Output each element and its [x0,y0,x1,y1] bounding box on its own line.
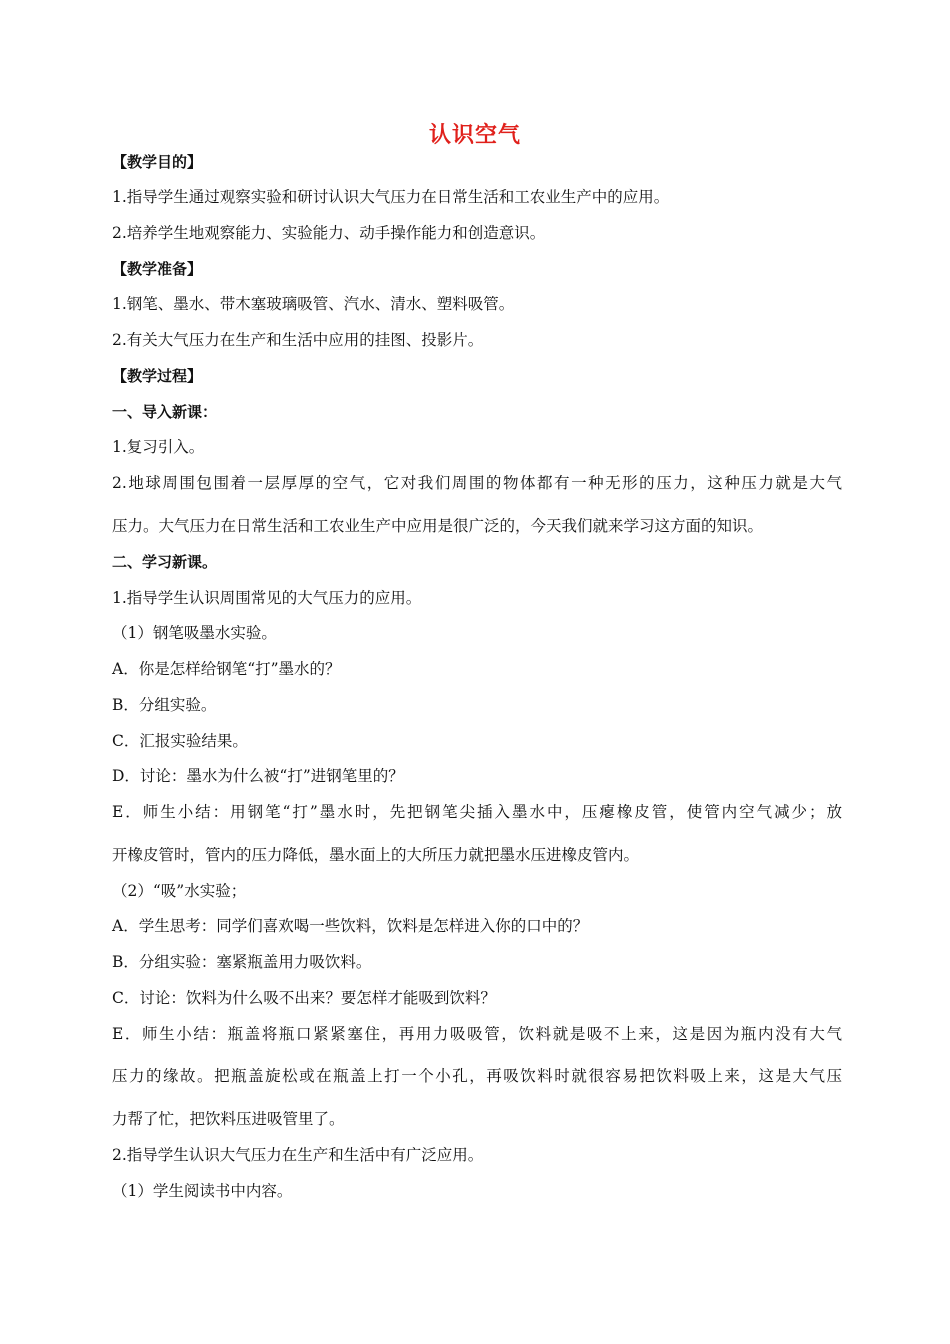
paragraph: 开橡皮管时，管内的压力降低，墨水面上的大所压力就把墨水压进橡皮管内。 [112,846,640,864]
subheading-intro: 一、导入新课： [112,403,218,421]
paragraph: 2.地球周围包围着一层厚厚的空气，它对我们周围的物体都有一种无形的压力，这种压力就是大气 [112,474,842,492]
paragraph: 力帮了忙，把饮料压进吸管里了。 [112,1110,345,1128]
paragraph: 1.指导学生通过观察实验和研讨认识大气压力在日常生活和工农业生产中的应用。 [112,188,670,206]
paragraph: A．学生思考：同学们喜欢喝一些饮料，饮料是怎样进入你的口中的？ [112,917,589,935]
paragraph: C．汇报实验结果。 [112,732,248,750]
section-heading-objectives: 【教学目的】 [112,153,203,171]
paragraph: B．分组实验。 [112,696,217,714]
paragraph: 1.钢笔、墨水、带木塞玻璃吸管、汽水、清水、塑料吸管。 [112,295,515,313]
section-heading-preparation: 【教学准备】 [112,260,203,278]
paragraph: E．师生小结：瓶盖将瓶口紧紧塞住，再用力吸吸管，饮料就是吸不上来，这是因为瓶内没有大气 [112,1025,842,1043]
paragraph: D．讨论：墨水为什么被“打”进钢笔里的？ [112,767,404,785]
paragraph: B．分组实验：塞紧瓶盖用力吸饮料。 [112,953,372,971]
paragraph: （1）学生阅读书中内容。 [112,1182,293,1200]
section-heading-process: 【教学过程】 [112,367,203,385]
paragraph: 2.指导学生认识大气压力在生产和生活中有广泛应用。 [112,1146,484,1164]
paragraph: A．你是怎样给钢笔“打”墨水的？ [112,660,341,678]
paragraph: 压力。大气压力在日常生活和工农业生产中应用是很广泛的，今天我们就来学习这方面的知识。 [112,517,764,535]
paragraph: （1）钢笔吸墨水实验。 [112,624,277,642]
paragraph: 1.复习引入。 [112,438,205,456]
subheading-new-lesson: 二、学习新课。 [112,553,218,571]
paragraph: （2）“吸”水实验； [112,882,247,900]
paragraph: E．师生小结：用钢笔“打”墨水时，先把钢笔尖插入墨水中，压瘪橡皮管，使管内空气减少；放 [112,803,842,821]
paragraph: 1.指导学生认识周围常见的大气压力的应用。 [112,589,422,607]
document-title: 认识空气 [428,123,521,148]
paragraph: 压力的缘故。把瓶盖旋松或在瓶盖上打一个小孔，再吸饮料时就很容易把饮料吸上来，这是大气压 [112,1067,842,1085]
paragraph: 2.有关大气压力在生产和生活中应用的挂图、投影片。 [112,331,484,349]
paragraph: C．讨论：饮料为什么吸不出来？要怎样才能吸到饮料？ [112,989,496,1007]
paragraph: 2.培养学生地观察能力、实验能力、动手操作能力和创造意识。 [112,224,546,242]
